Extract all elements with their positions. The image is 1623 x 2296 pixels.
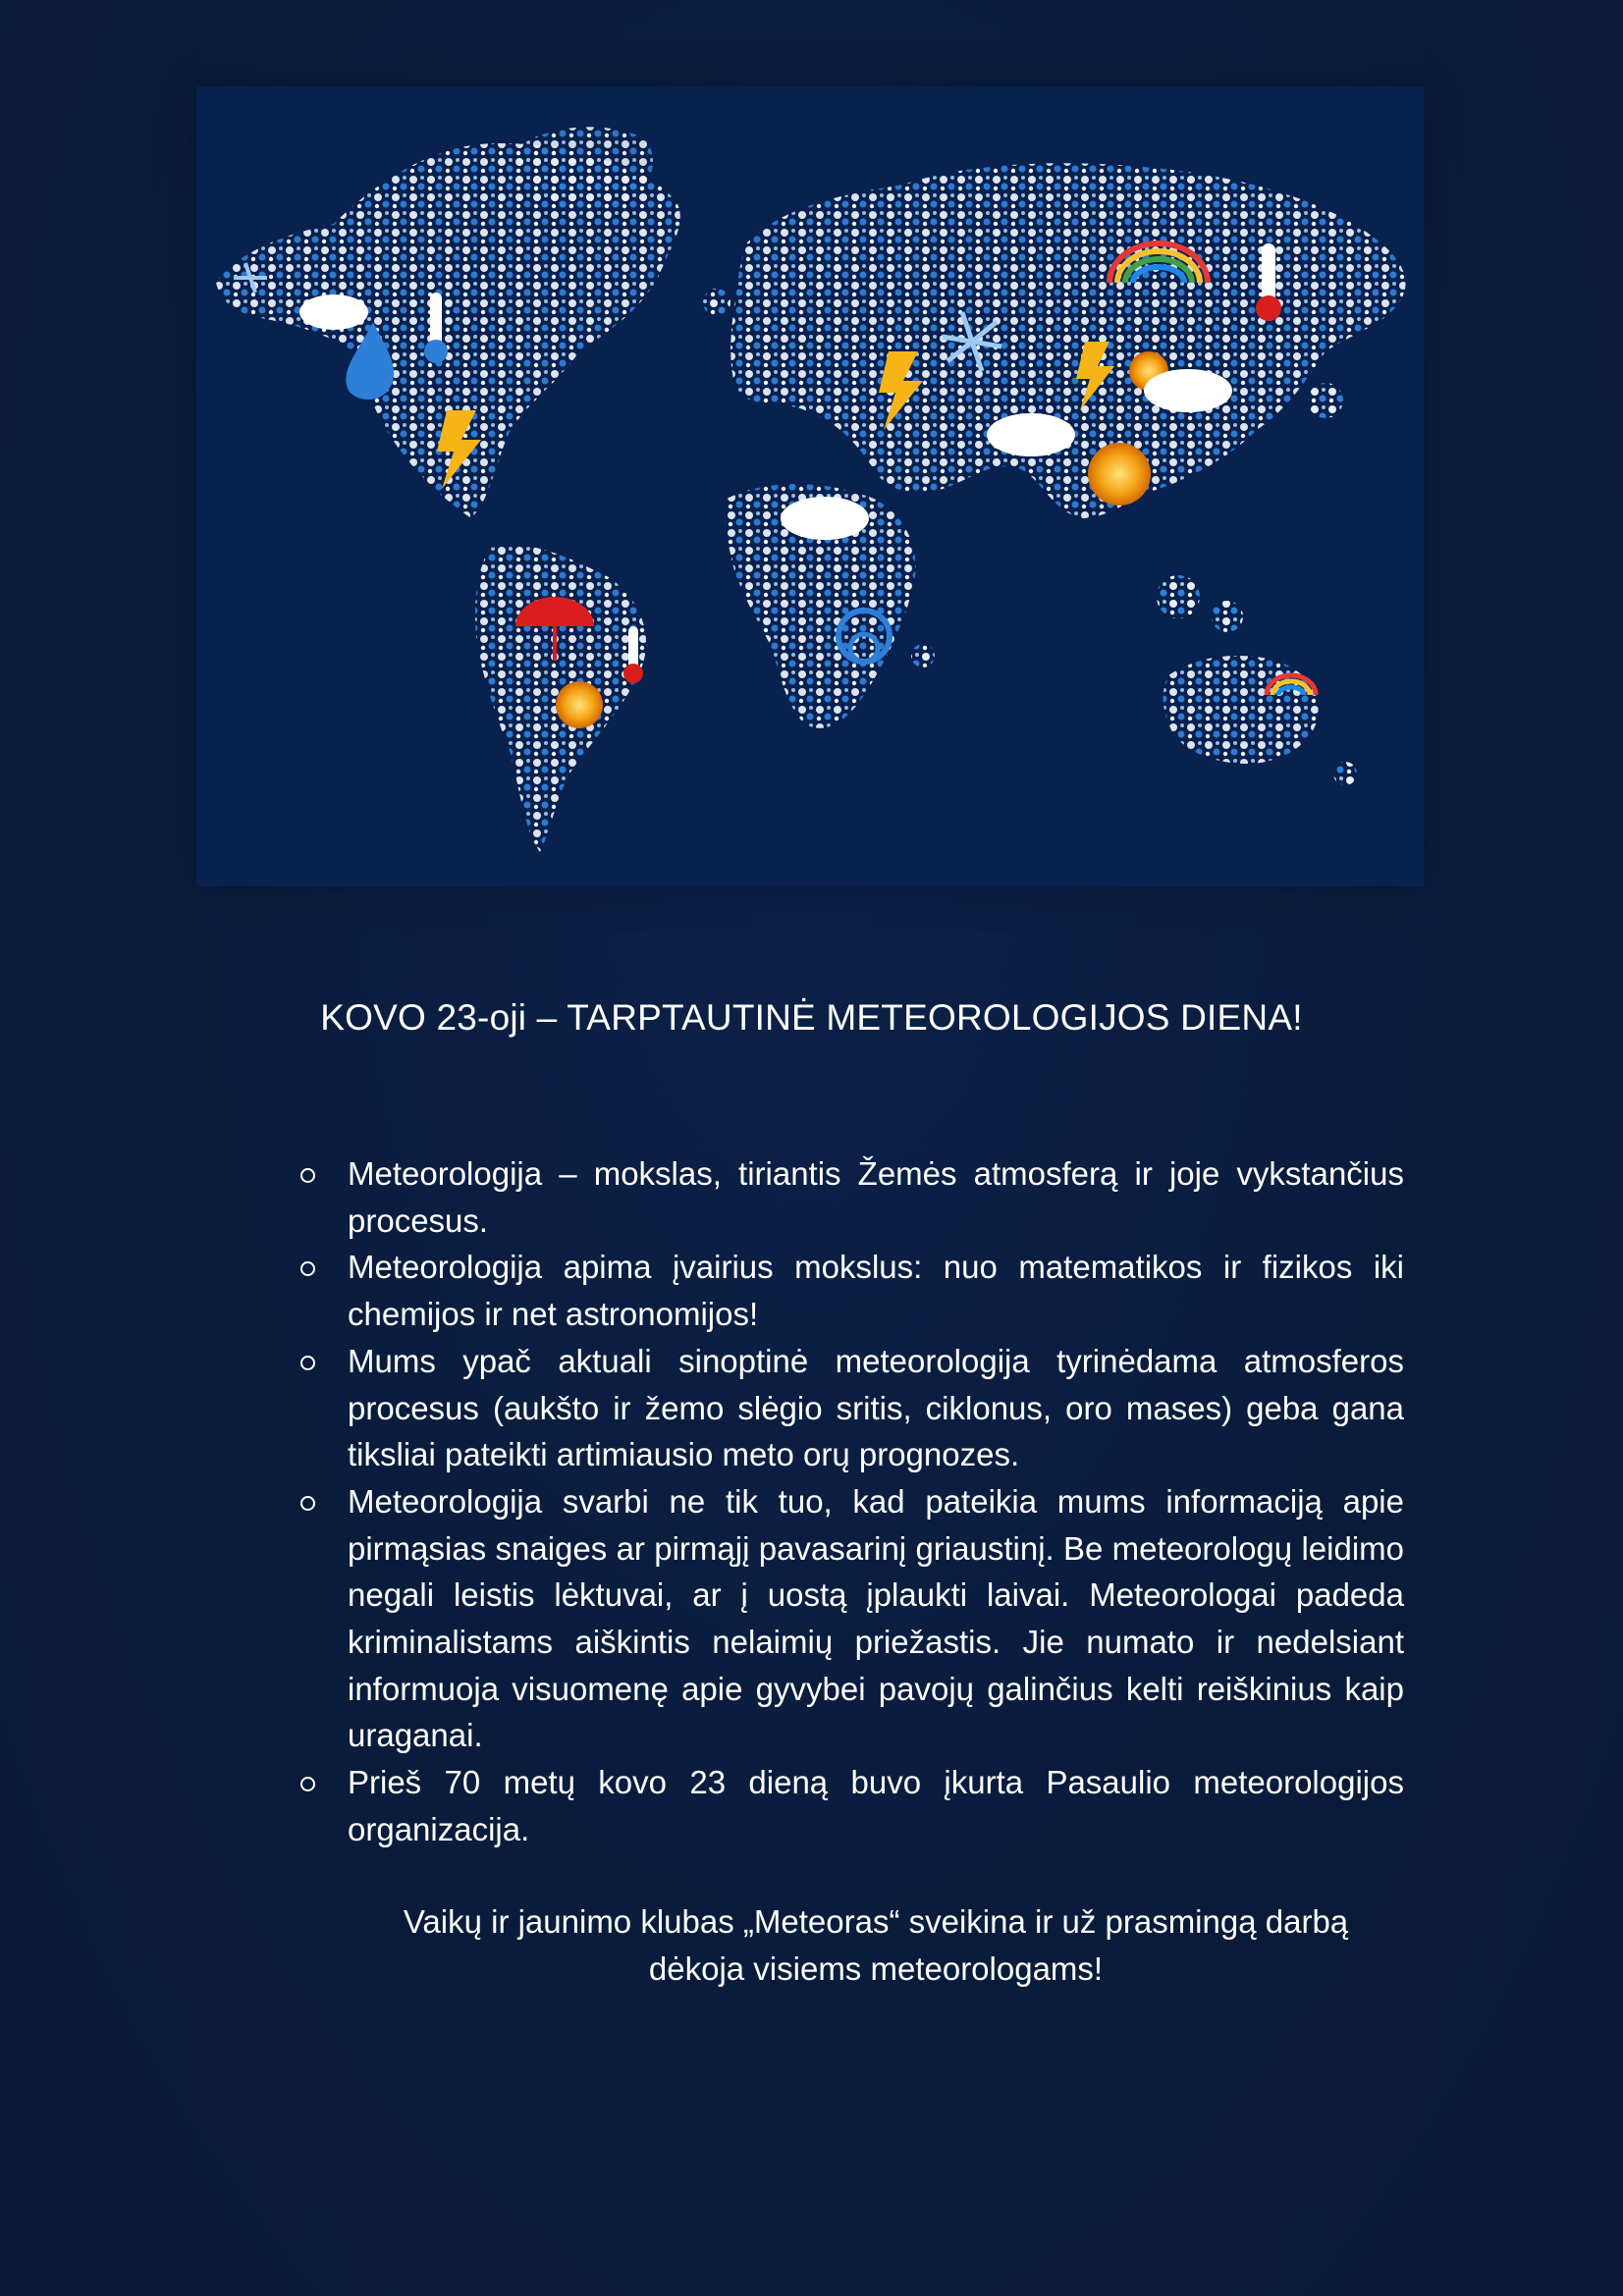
bullet-circle-icon: [300, 1356, 315, 1370]
list-item: [297, 1244, 1404, 1337]
thermometer-icon: [1262, 243, 1275, 302]
island-indonesia-2: [1212, 601, 1243, 632]
island-japan: [1308, 383, 1343, 418]
bullet-circle-icon: [300, 1777, 315, 1791]
bullet-circle-icon: [300, 1496, 315, 1511]
list-item-text: Mums ypač aktuali sinoptinė meteorologija tyrinėdama atmosferos procesus (aukšto ir žemo slėgio sritis, ciklonus, oro mases) geba gana tiksliai pateikti artimiausio meto orų prognozes.: [348, 1342, 1404, 1473]
list-item: [297, 1338, 1404, 1478]
island-new-zealand: [1333, 762, 1357, 785]
cloud-icon: [987, 413, 1075, 456]
closing-line-2: dėkoja visiems meteorologams!: [648, 1950, 1104, 1987]
continent-eurasia: [730, 163, 1405, 518]
island-uk: [703, 289, 730, 316]
list-item-text: Prieš 70 metų kovo 23 dieną buvo įkurta Pasaulio meteorologijos organizacija.: [348, 1764, 1404, 1847]
thermometer-bulb: [424, 340, 448, 363]
world-map-weather-icons: [196, 86, 1424, 886]
cloud-icon: [299, 294, 368, 330]
list-item-text: Meteorologija apima įvairius mokslus: nuo matematikos ir fizikos iki chemijos ir net astronomijos!: [348, 1249, 1404, 1333]
sun-icon: [1088, 443, 1151, 506]
world-map-image: [196, 86, 1424, 886]
list-item: [297, 1478, 1404, 1759]
list-item: [297, 1759, 1404, 1852]
island-indonesia: [1157, 575, 1200, 618]
bullet-circle-icon: [300, 1168, 315, 1183]
continent-australia: [1163, 656, 1319, 764]
fact-list: [297, 1150, 1404, 1853]
island-madagascar: [911, 644, 935, 667]
cloud-icon: [781, 497, 869, 540]
list-item-text: Meteorologija – mokslas, tiriantis Žemės atmosferą ir joje vykstančius procesus.: [348, 1155, 1404, 1239]
closing-line-1: Vaikų ir jaunimo klubas „Meteoras“ sveikina ir už prasmingą darbą: [403, 1903, 1349, 1940]
closing-message: [297, 1898, 1455, 1993]
list-item: [297, 1150, 1404, 1244]
thermometer-icon: [430, 293, 442, 347]
cloud-icon: [1144, 369, 1232, 412]
thermometer-bulb: [623, 664, 643, 683]
list-item-text: Meteorologija svarbi ne tik tuo, kad pateikia mums informaciją apie pirmąsias snaiges ar pirmąjį pavasarinį griaustinį. Be meteorologų leidimo negali leistis lėktuvai, ar į uostą įplaukti laivai. Meteorologai padeda kriminalistams aiškintis nelaimių priežastis. Jie numato ir nedelsiant informuoja visuomenę apie gyvybei pavojų galinčius kelti reiškinius kaip uraganai.: [348, 1482, 1404, 1754]
sun-icon: [556, 681, 603, 728]
page-title: KOVO 23-oji – TARPTAUTINĖ METEOROLOGIJOS DIENA!: [320, 997, 1303, 1038]
bullet-circle-icon: [300, 1261, 315, 1276]
thermometer-bulb: [1256, 295, 1281, 321]
